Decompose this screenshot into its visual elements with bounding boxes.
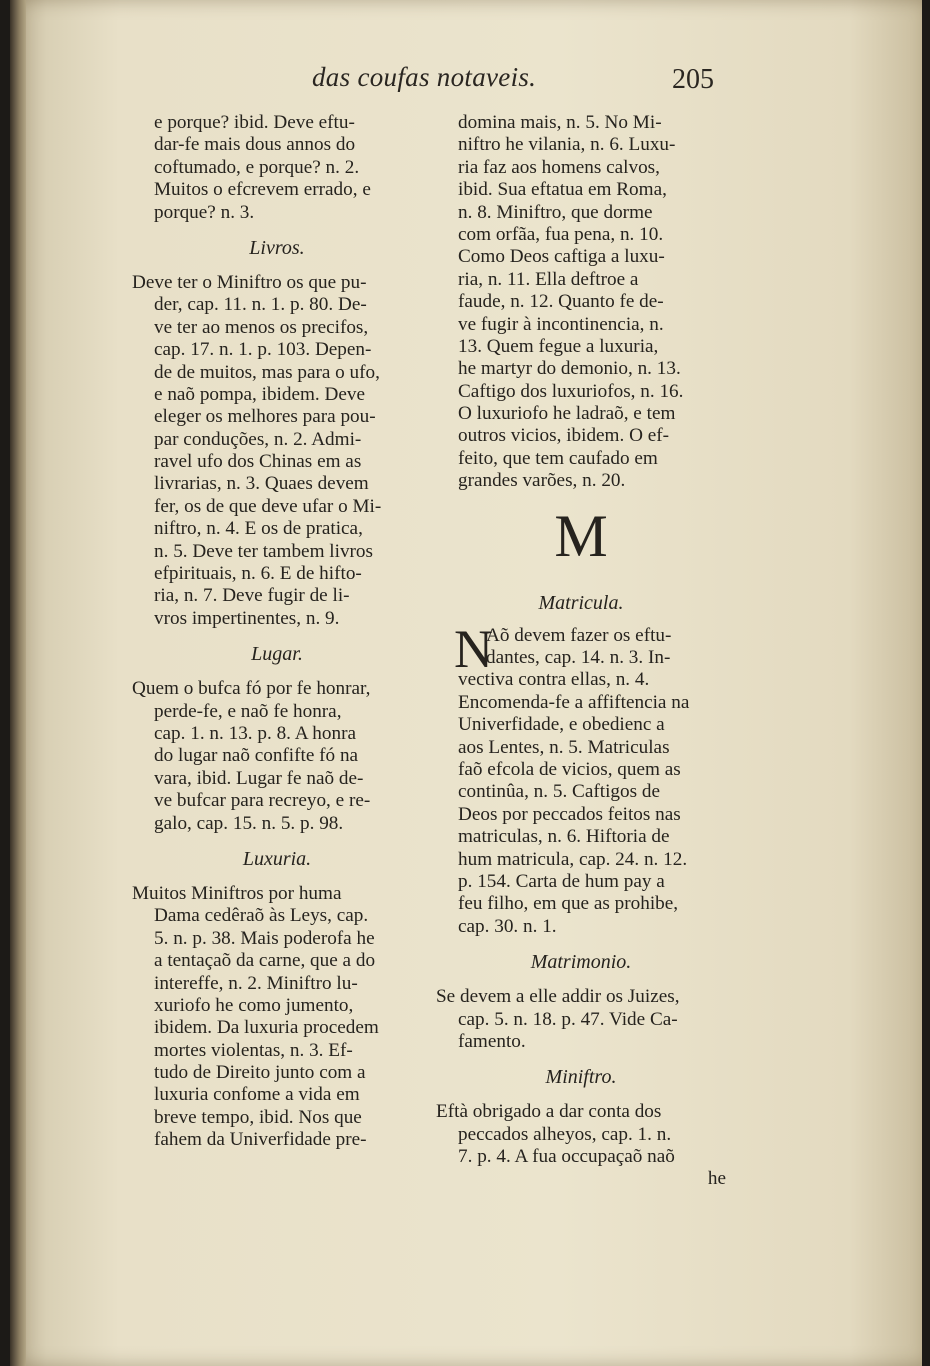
text-line: ve bufcar para recreyo, e re- xyxy=(154,790,371,812)
text-line: fahem da Univerfidade pre- xyxy=(154,1129,367,1151)
text-line: par conduções, n. 2. Admi- xyxy=(154,428,362,450)
section-letter: M xyxy=(554,502,608,569)
text-line: Encomenda-fe a affiftencia na xyxy=(458,691,690,713)
text-line: Dama cedêraõ às Leys, cap. xyxy=(154,905,369,927)
heading-ministro: Miniftro. xyxy=(545,1066,617,1089)
heading-livros: Livros. xyxy=(249,236,305,259)
text-line: hum matricula, cap. 24. n. 12. xyxy=(458,848,688,870)
text-line: breve tempo, ibid. Nos que xyxy=(154,1106,362,1128)
text-line: Eftà obrigado a dar conta dos xyxy=(436,1101,662,1123)
text-line: n. 8. Miniftro, que dorme xyxy=(458,201,653,223)
heading-luxuria: Luxuria. xyxy=(242,847,312,870)
text-line: outros vicios, ibidem. O ef- xyxy=(458,425,670,447)
text-line: eleger os melhores para pou- xyxy=(154,406,376,428)
text-line: ibid. Sua eftatua em Roma, xyxy=(458,179,667,201)
entry-matrimonio xyxy=(436,986,726,1053)
text-line: efpirituais, n. 6. E de hifto- xyxy=(154,563,362,585)
text-line: feito, que tem caufado em xyxy=(458,447,658,469)
text-line: famento. xyxy=(458,1030,526,1052)
text-line: ve fugir à incontinencia, n. xyxy=(458,313,664,335)
text-line: Como Deos caftiga a luxu- xyxy=(458,246,665,268)
text-line: perde-fe, e naõ fe honra, xyxy=(154,700,342,722)
entry-ministro xyxy=(436,1101,726,1191)
text-line: cap. 17. n. 1. p. 103. Depen- xyxy=(154,339,372,361)
text-line: he martyr do demonio, n. 13. xyxy=(458,358,681,380)
drop-cap: N xyxy=(454,618,493,679)
text-line: do lugar naõ confifte fó na xyxy=(154,745,359,767)
text-line: tudo de Direito junto com a xyxy=(154,1062,366,1084)
text-line: Deve ter o Miniftro os que pu- xyxy=(132,271,367,293)
text-line: der, cap. 11. n. 1. p. 80. De- xyxy=(154,294,367,316)
text-line: com orfãa, fua pena, n. 10. xyxy=(458,223,664,245)
text-line: mortes violentas, n. 3. Ef- xyxy=(154,1039,353,1061)
text-line: cap. 30. n. 1. xyxy=(458,915,557,937)
text-line: luxuria confome a vida em xyxy=(154,1084,360,1106)
text-line: cap. 1. n. 13. p. 8. A honra xyxy=(154,722,356,744)
text-line: niftro, n. 4. E os de pratica, xyxy=(154,518,363,540)
running-title: das coufas notaveis. xyxy=(312,62,537,92)
text-line: dar-fe mais dous annos do xyxy=(154,134,356,156)
text-line: galo, cap. 15. n. 5. p. 98. xyxy=(154,812,344,834)
text-line: porque? n. 3. xyxy=(154,201,255,223)
text-line: Caftigo dos luxuriofos, n. 16. xyxy=(458,380,684,402)
page-number: 205 xyxy=(672,64,714,95)
text-line: e porque? ibid. Deve eftu- xyxy=(154,112,355,133)
left-column xyxy=(132,112,422,1152)
text-line: Deos por peccados feitos nas xyxy=(458,803,681,825)
text-line: ria faz aos homens calvos, xyxy=(458,156,660,178)
entry-livros xyxy=(132,272,422,630)
text-line: faude, n. 12. Quanto fe de- xyxy=(458,291,664,313)
text-line: ibidem. Da luxuria procedem xyxy=(154,1017,379,1039)
text-line: Aõ devem fazer os eftu- xyxy=(486,624,672,646)
entry-lugar xyxy=(132,678,422,835)
right-column xyxy=(436,112,726,1191)
text-line: ve ter ao menos os precifos, xyxy=(154,316,369,338)
text-line: intereffe, n. 2. Miniftro lu- xyxy=(154,972,358,994)
text-line: ria, n. 7. Deve fugir de li- xyxy=(154,585,350,607)
text-line: de de muitos, mas para o ufo, xyxy=(154,361,380,383)
text-line: aos Lentes, n. 5. Matriculas xyxy=(458,736,670,758)
text-line: coftumado, e porque? n. 2. xyxy=(154,156,360,178)
book-binding xyxy=(10,0,26,1366)
text-line: ravel ufo dos Chinas em as xyxy=(154,451,362,473)
text-line: Muitos Miniftros por huma xyxy=(132,882,342,904)
heading-matricula: Matricula. xyxy=(538,591,624,614)
text-line: matriculas, n. 6. Hiftoria de xyxy=(458,826,670,848)
text-line: dantes, cap. 14. n. 3. In- xyxy=(486,647,671,669)
text-line: livrarias, n. 3. Quaes devem xyxy=(154,473,369,495)
entry-luxuria-continued xyxy=(436,112,726,493)
text-line: p. 154. Carta de hum pay a xyxy=(458,870,665,892)
text-line: vros impertinentes, n. 9. xyxy=(154,607,340,629)
text-line: niftro he vilania, n. 6. Luxu- xyxy=(458,134,676,156)
text-line: Univerfidade, e obedienc a xyxy=(458,714,665,736)
text-line: 5. n. p. 38. Mais poderofa he xyxy=(154,927,375,949)
text-line: continûa, n. 5. Caftigos de xyxy=(458,781,660,803)
text-line: fer, os de que deve ufar o Mi- xyxy=(154,495,382,517)
text-line: Quem o bufca fó por fe honrar, xyxy=(132,678,371,700)
catchword: he xyxy=(707,1168,726,1190)
text-line: grandes varões, n. 20. xyxy=(458,470,626,492)
text-line: xuriofo he como jumento, xyxy=(154,994,354,1016)
entry-luxuria xyxy=(132,883,422,1152)
entry-matricula xyxy=(436,618,726,938)
text-line: Muitos o efcrevem errado, e xyxy=(154,179,371,201)
text-line: faõ efcola de vicios, quem as xyxy=(458,758,681,780)
text-line: a tentaçaõ da carne, que a do xyxy=(154,950,376,972)
text-line: vara, ibid. Lugar fe naõ de- xyxy=(154,767,364,789)
page-header xyxy=(0,62,930,102)
heading-matrimonio: Matrimonio. xyxy=(530,951,632,974)
text-line: ria, n. 11. Ella deftroe a xyxy=(458,268,639,290)
text-line: 13. Quem fegue a luxuria, xyxy=(458,335,659,357)
entry-continuation xyxy=(132,112,422,224)
text-line: cap. 5. n. 18. p. 47. Vide Ca- xyxy=(458,1008,678,1030)
text-line: vectiva contra ellas, n. 4. xyxy=(458,669,650,691)
text-line: peccados alheyos, cap. 1. n. xyxy=(458,1123,672,1145)
text-line: e naõ pompa, ibidem. Deve xyxy=(154,383,365,405)
text-line: n. 5. Deve ter tambem livros xyxy=(154,540,373,562)
text-line: O luxuriofo he ladraõ, e tem xyxy=(458,403,676,425)
text-line: 7. p. 4. A fua occupaçaõ naõ xyxy=(458,1146,675,1168)
text-line: domina mais, n. 5. No Mi- xyxy=(458,112,662,133)
text-line: Se devem a elle addir os Juizes, xyxy=(436,986,680,1008)
text-line: feu filho, em que as prohibe, xyxy=(458,893,679,915)
heading-lugar: Lugar. xyxy=(251,643,303,666)
